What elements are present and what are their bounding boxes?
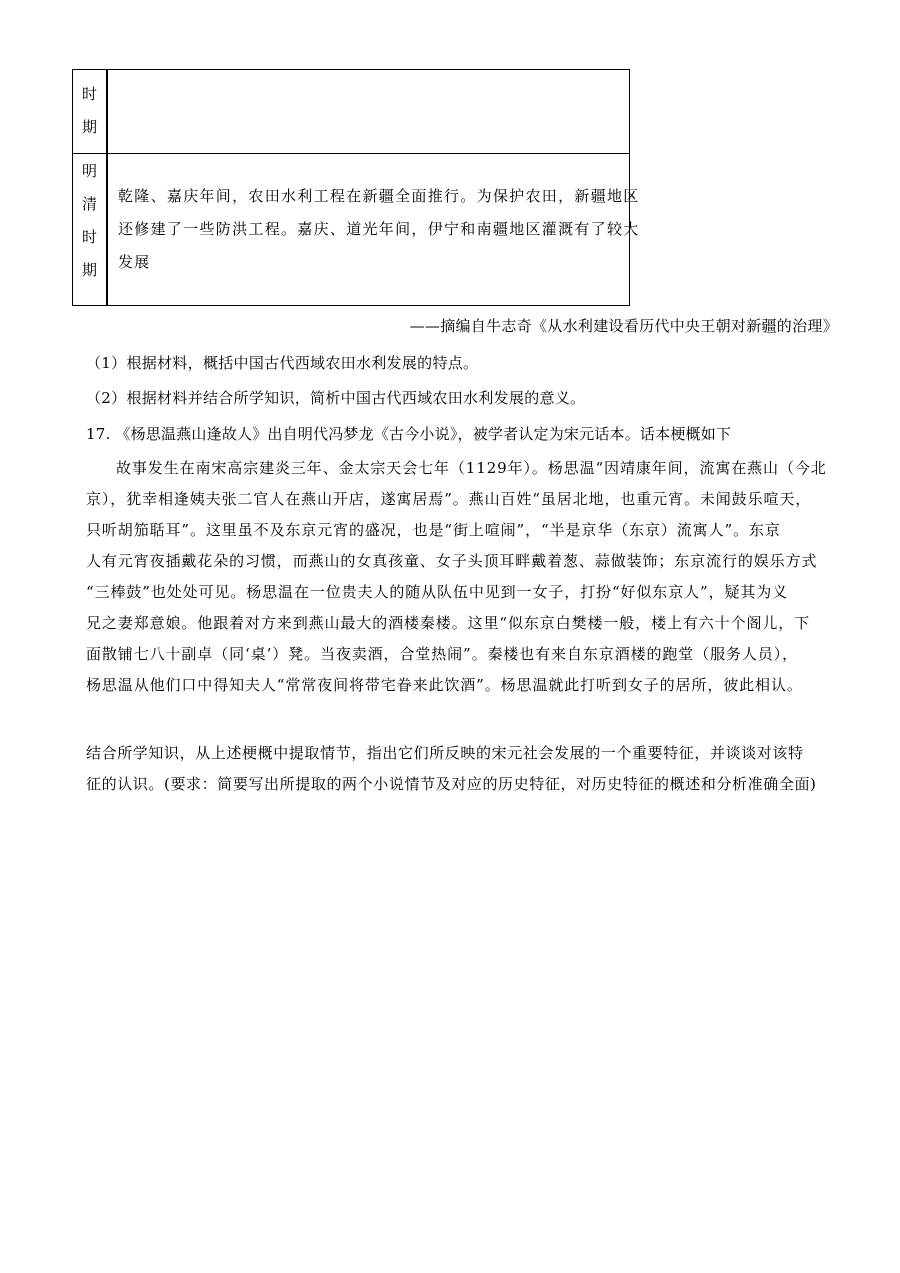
ming-qing-content: 乾隆、嘉庆年间，农田水利工程在新疆全面推行。为保护农田，新疆地区 还修建了一些防洪工程。嘉庆、道光年间，伊宁和南疆地区灌溉有了较大 发展 [118,187,640,271]
material-source: ——摘编自牛志奇《从水利建设看历代中央王朝对新疆的治理》 [409,317,838,335]
question-17-task: 结合所学知识，从上述梗概中提取情节，指出它们所反映的宋元社会发展的一个重要特征，并谈谈对该特 征的认识。(要求：简要写出所提取的两个小说情节及对应的历史特征，对历史特征的概述和分析准确全面) [86,744,817,793]
story-summary: 故事发生在南宋高宗建炎三年、金太宗天会七年（1129年）。杨思温“因靖康年间，流寓在燕山（今北 京），犹幸相逢姨夫张二官人在燕山开店，遂寓居焉”。燕山百姓“虽居北地，也重元宵。未闻鼓乐喧天， 只听胡笳聒耳”。这里虽不及东京元宵的盛况，也是“街上喧闹”，“半是京华（东京）流寓人”。东京 人有元宵夜插戴花朵的习惯，而燕山的女真孩童、女子头顶耳畔戴着葱、蒜做装饰；东京流行的娱乐方式 “三棒鼓”也处处可见。杨思温在一位贵夫人的随从队伍中见到一女子，打扮“好似东京人”，疑其为义 兄之妻郑意娘。他跟着对方来到燕山最大的酒楼秦楼。这里“似东京白樊楼一般，楼上有六十个阁儿，下 面散铺七八十副卓（同‘桌’）凳。当夜卖酒，合堂热闹”。秦楼也有来自东京酒楼的跑堂（服务人员）， 杨思温从他们口中得知夫人“常常夜间将带宅眷来此饮酒”。杨思温就此打听到女子的居所，彼此相认。 [86,459,827,694]
history-table [72,69,640,306]
question-17-intro: 17. 《杨思温燕山逢故人》出自明代冯梦龙《古今小说》，被学者认定为宋元话本。话本梗概如下 [86,425,732,443]
column-divider [106,154,108,306]
question-1: （1）根据材料，概括中国古代西域农田水利发展的特点。 [86,354,479,372]
column-divider [106,70,108,153]
table-row [73,154,640,306]
question-2: （2）根据材料并结合所学知识，简析中国古代西域农田水利发展的意义。 [86,389,586,407]
table-row [73,70,629,154]
row-label-ming-qing: 明 清 时 期 [81,162,97,279]
row-label-period: 时 期 [81,85,97,136]
